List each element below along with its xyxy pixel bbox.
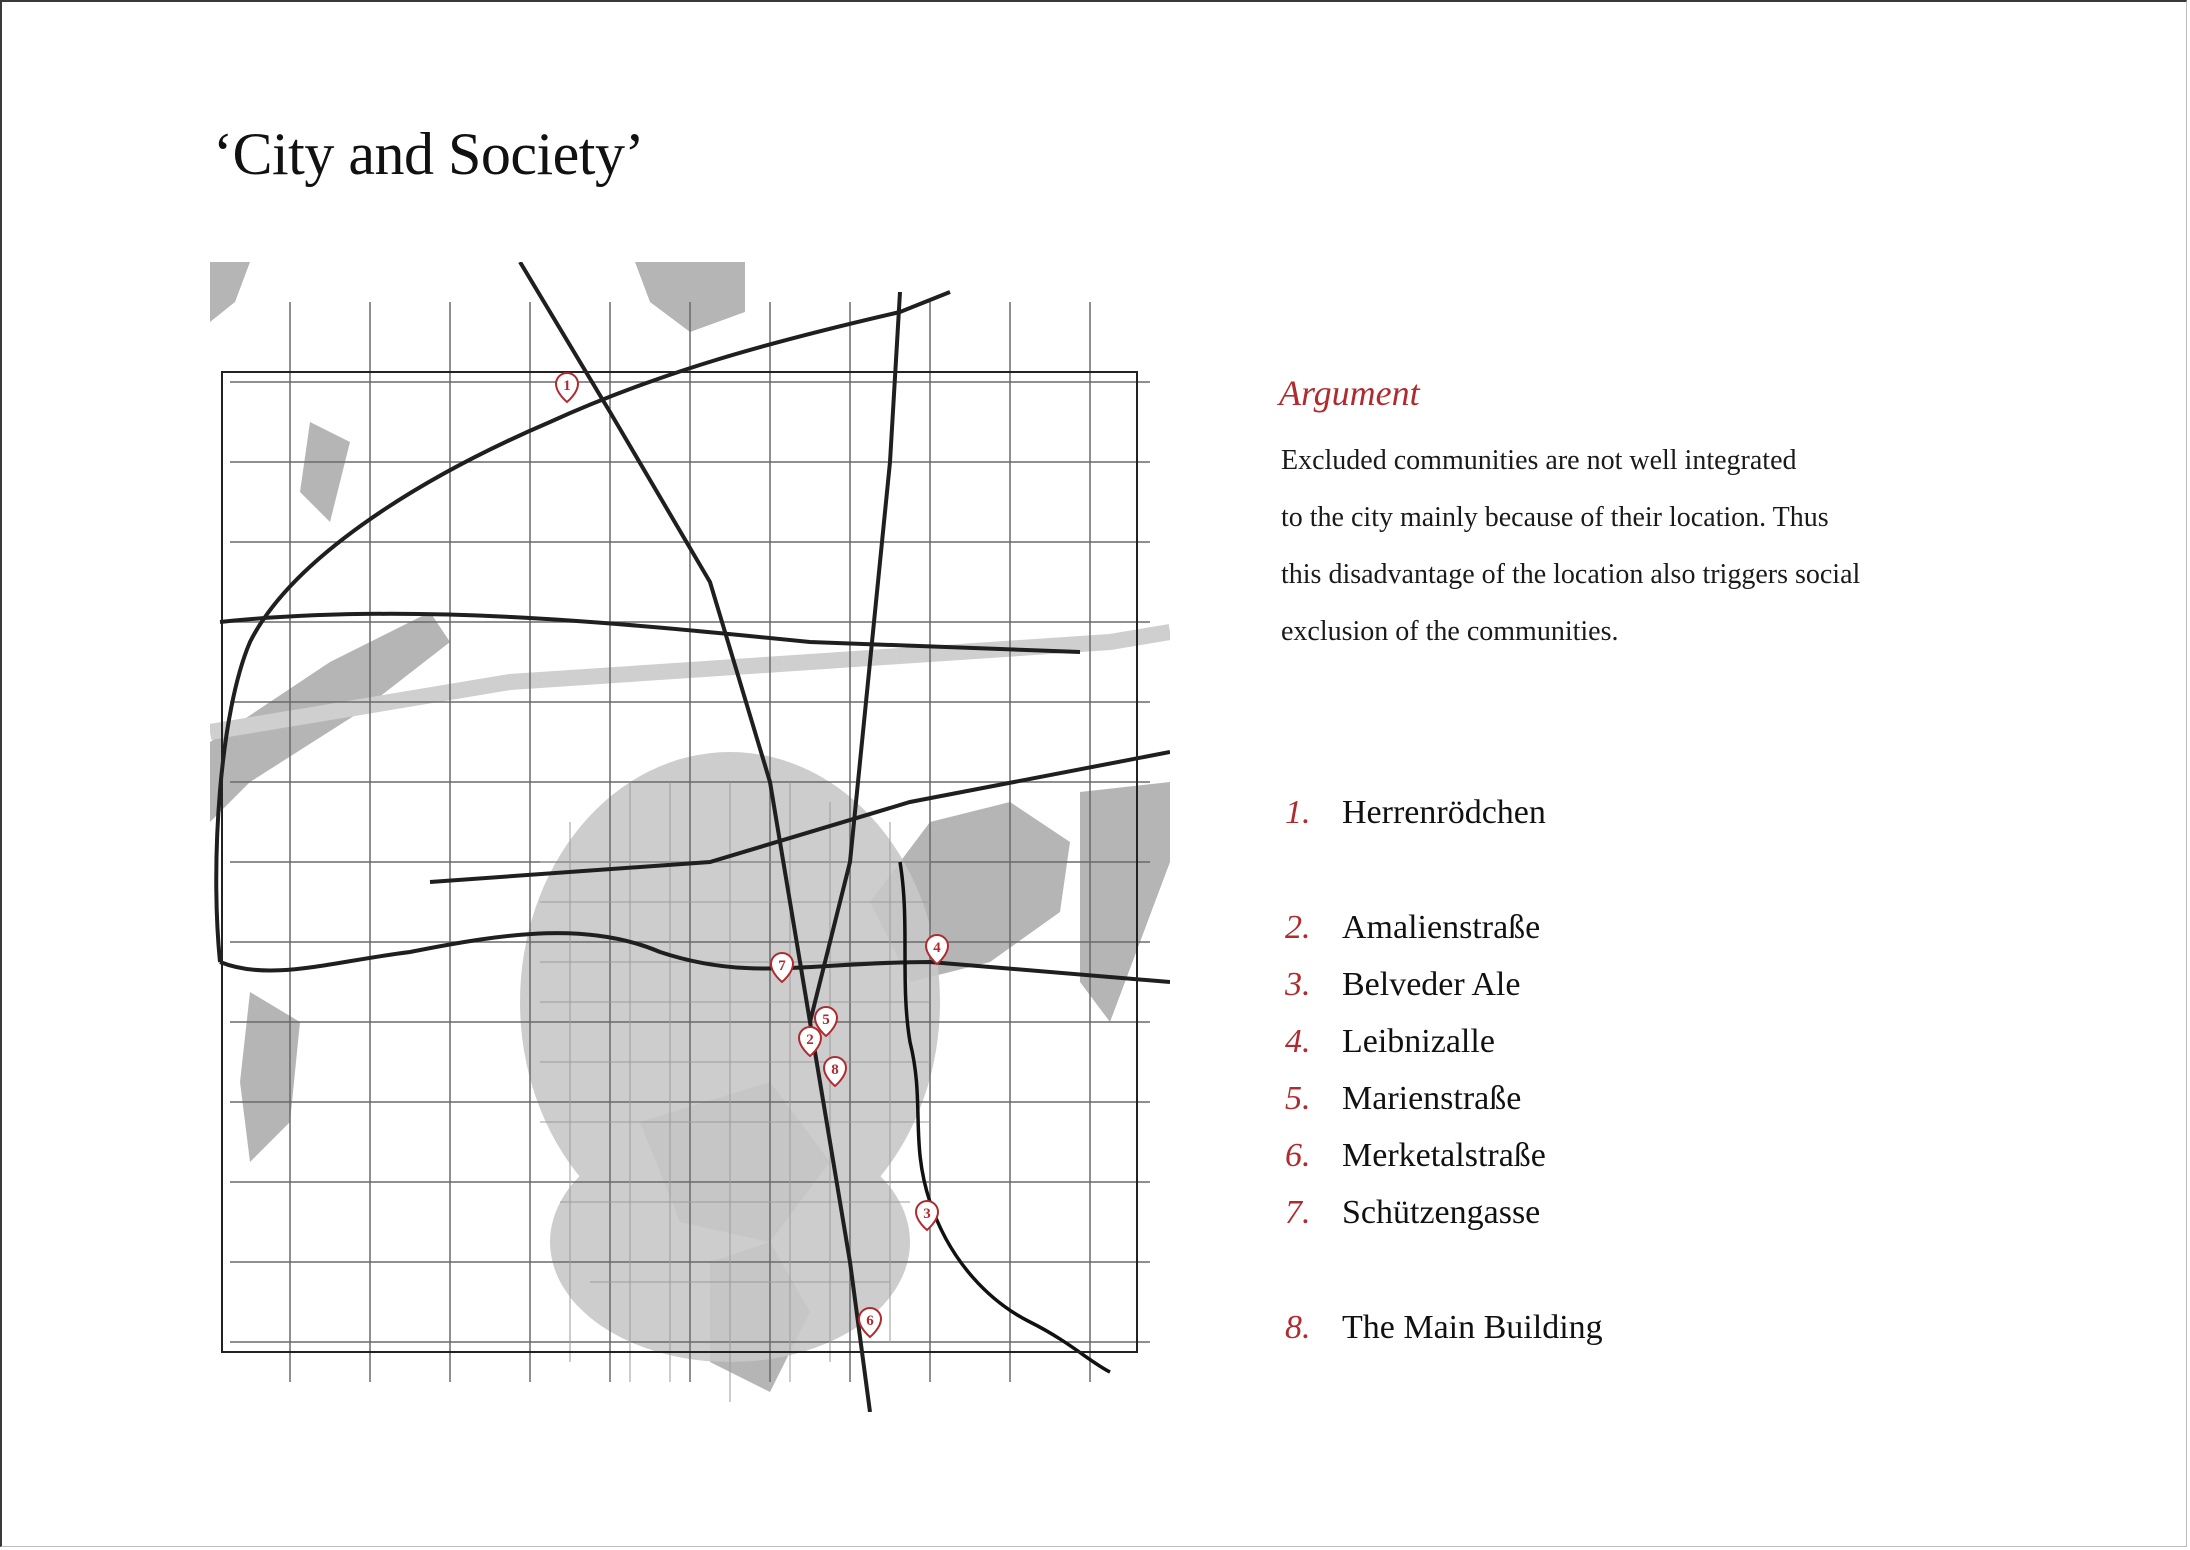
- svg-text:2: 2: [806, 1032, 814, 1048]
- location-number: 8.: [1285, 1309, 1311, 1346]
- location-number: 7.: [1285, 1194, 1311, 1231]
- svg-text:6: 6: [866, 1313, 874, 1329]
- argument-line: this disadvantage of the location also triggers social: [1281, 559, 1861, 590]
- location-item: [1285, 966, 1520, 1004]
- location-item: [1285, 909, 1540, 947]
- location-name: Amalienstraße: [1342, 909, 1541, 946]
- argument-heading: Argument: [1279, 373, 1420, 413]
- location-number: 3.: [1285, 966, 1311, 1003]
- page-title: ‘City and Society’: [213, 121, 644, 187]
- argument-line: exclusion of the communities.: [1281, 616, 1619, 647]
- svg-text:1: 1: [563, 378, 571, 394]
- location-number: 2.: [1285, 909, 1311, 946]
- svg-text:3: 3: [923, 1206, 931, 1222]
- location-name: Belveder Ale: [1342, 966, 1521, 1003]
- location-number: 4.: [1285, 1023, 1311, 1060]
- location-number: 6.: [1285, 1137, 1311, 1174]
- location-name: Leibnizalle: [1342, 1023, 1495, 1060]
- location-item: [1285, 1023, 1495, 1061]
- svg-text:7: 7: [778, 958, 786, 974]
- location-item: [1285, 1137, 1546, 1175]
- location-item: [1285, 1309, 1603, 1347]
- city-map: [210, 262, 1170, 1412]
- location-item: [1285, 1194, 1540, 1232]
- location-number: 1.: [1285, 794, 1311, 831]
- argument-line: to the city mainly because of their location. Thus: [1281, 502, 1829, 533]
- location-item: [1285, 794, 1546, 832]
- svg-text:5: 5: [822, 1012, 830, 1028]
- location-name: Schützengasse: [1342, 1194, 1541, 1231]
- location-item: [1285, 1080, 1521, 1118]
- location-number: 5.: [1285, 1080, 1311, 1117]
- location-name: The Main Building: [1342, 1309, 1603, 1346]
- svg-text:8: 8: [831, 1062, 839, 1078]
- location-name: Marienstraße: [1342, 1080, 1522, 1117]
- argument-text: [1281, 432, 1901, 660]
- argument-line: Excluded communities are not well integrated: [1281, 445, 1797, 476]
- location-name: Merketalstraße: [1342, 1137, 1546, 1174]
- location-name: Herrenrödchen: [1342, 794, 1546, 831]
- svg-text:4: 4: [933, 940, 941, 956]
